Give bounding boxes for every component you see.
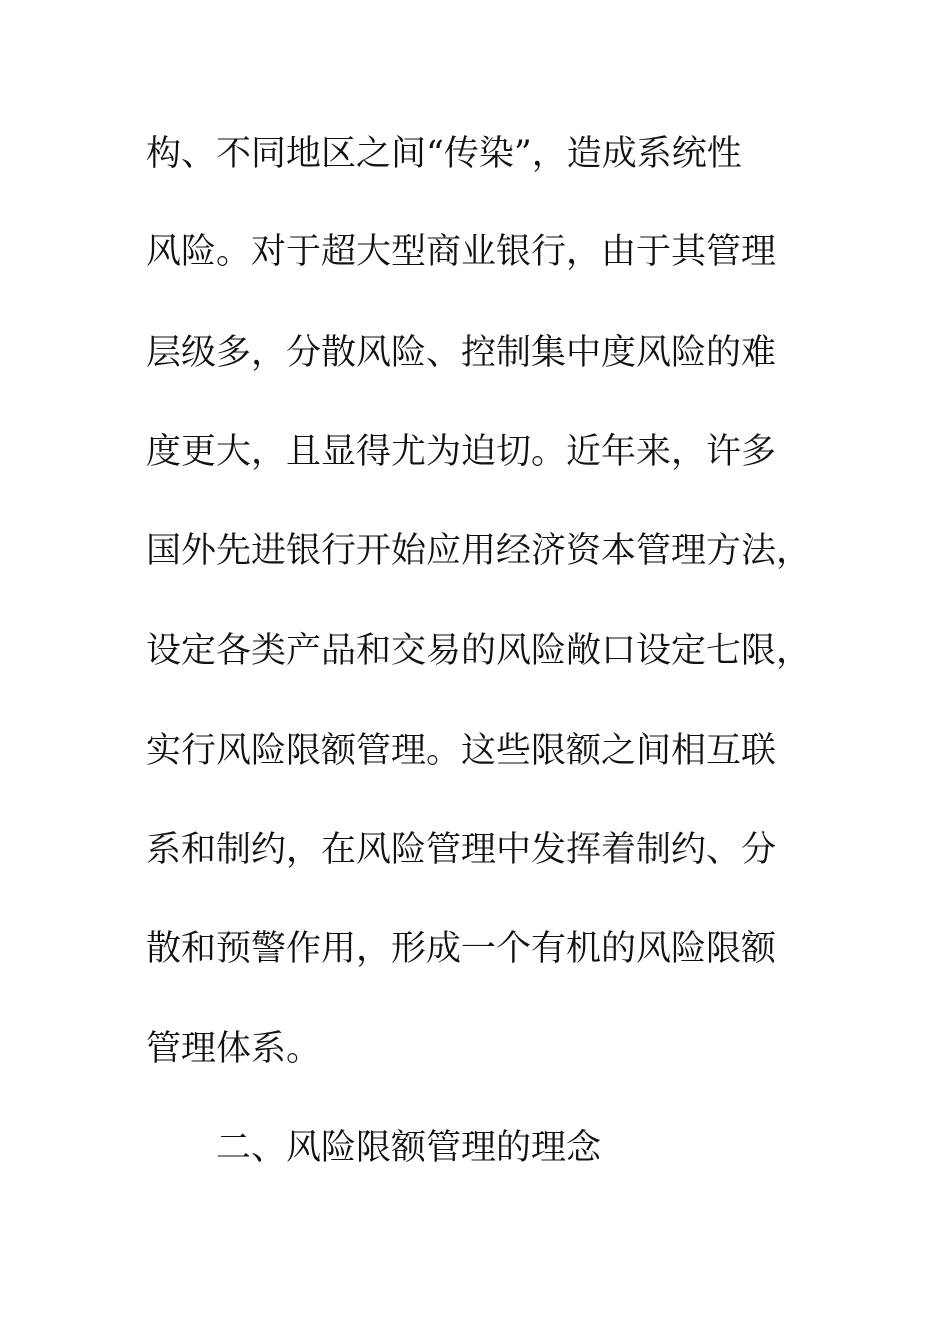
paragraph-line: 风险。对于超大型商业银行，由于其管理 xyxy=(146,232,777,272)
paragraph-line: 散和预警作用，形成一个有机的风险限额 xyxy=(146,929,777,969)
paragraph-line: 层级多，分散风险、控制集中度风险的难 xyxy=(146,333,777,373)
paragraph-line: 实行风险限额管理。这些限额之间相互联 xyxy=(146,731,777,771)
paragraph-line: 设定各类产品和交易的风险敞口设定七限， xyxy=(146,631,812,671)
paragraph-line: 构、不同地区之间“传染”，造成系统性 xyxy=(146,134,742,174)
paragraph-line: 度更大，且显得尤为迫切。近年来，许多 xyxy=(146,432,777,472)
paragraph-line: 管理体系。 xyxy=(146,1029,322,1069)
paragraph-line: 国外先进银行开始应用经济资本管理方法， xyxy=(146,531,812,571)
section-heading: 二、风险限额管理的理念 xyxy=(216,1128,602,1168)
paragraph-line: 系和制约，在风险管理中发挥着制约、分 xyxy=(146,830,777,870)
